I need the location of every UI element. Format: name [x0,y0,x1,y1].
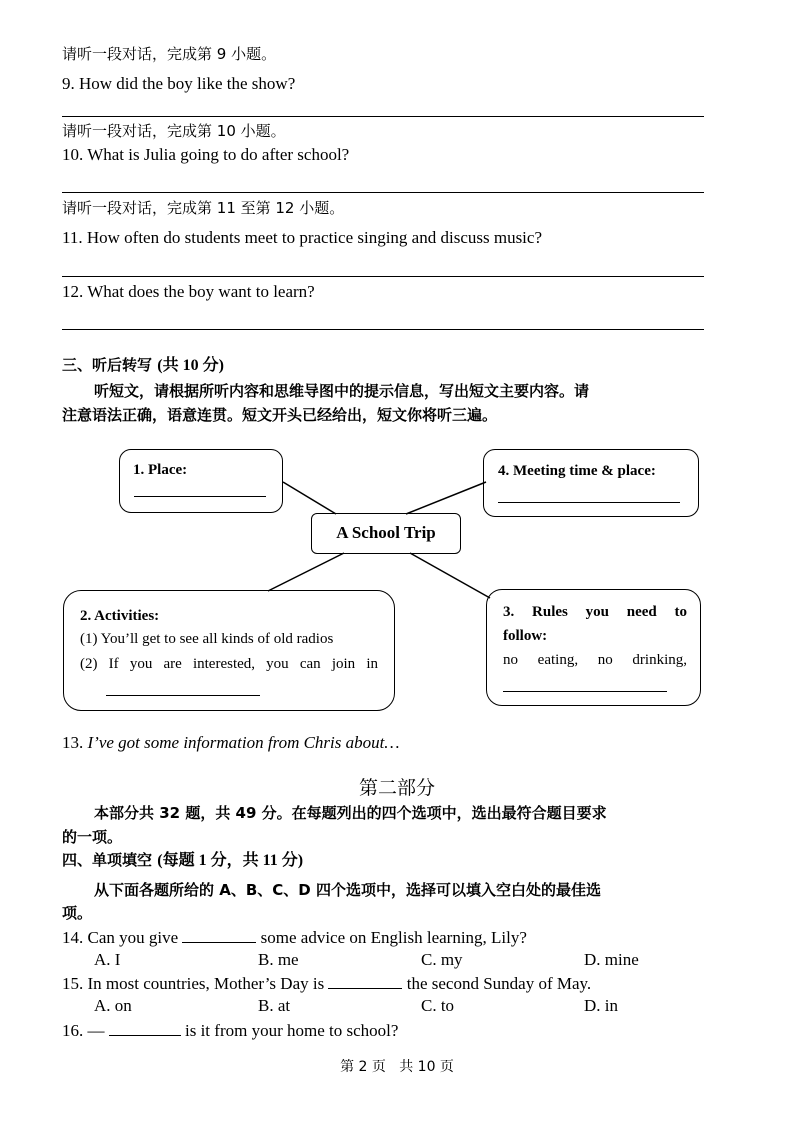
section3-instruction-line1: 听短文，请根据所听内容和思维导图中的提示信息，写出短文主要内容。请 [94,382,590,400]
question-14-stem-end: some advice on English learning, Lily? [260,928,527,947]
question-9: 9. How did the boy like the show? [62,74,296,93]
question-16 [62,1020,398,1041]
section4-score: (每题 1 分，共 11 分) [157,852,304,869]
part2-title: 第二部分 [358,777,435,799]
question-14-stem-start: 14. Can you give [62,928,179,947]
meeting-answer-line[interactable] [498,502,680,503]
question-14-option-b[interactable]: B. me [258,950,299,969]
mindmap-place-box [119,449,283,513]
question-14-option-d[interactable]: D. mine [584,950,639,969]
question-15-option-d[interactable]: D. in [584,996,618,1015]
question-13-text: I’ve got some information from Chris about… [87,733,400,752]
section4-instruction-line1: 从下面各题所给的 A、B、C、D 四个选项中，选择可以填入空白处的最佳选 [94,881,601,899]
part2-intro-line2: 的一项。 [62,828,123,846]
instruction-q9: 请听一段对话，完成第 9 小题。 [62,45,277,63]
section4-heading [62,850,303,871]
meeting-label: 4. Meeting time & place: [498,463,656,479]
question-14 [62,927,527,948]
page-footer: 第 2 页 共 10 页 [340,1059,454,1075]
question-15-stem-end: the second Sunday of May. [406,974,592,993]
question-16-stem-end: is it from your home to school? [185,1021,399,1040]
question-10: 10. What is Julia going to do after school? [62,145,350,164]
part2-intro-line1: 本部分共 32 题，共 49 分。在每题列出的四个选项中，选出最符合题目要求 [94,804,607,822]
mindmap-meeting-box [483,449,699,517]
mindmap-center-title: A School Trip [336,523,436,542]
question-11: 11. How often do students meet to practice singing and discuss music? [62,228,543,247]
instruction-q10: 请听一段对话，完成第 10 小题。 [62,122,286,140]
place-answer-line[interactable] [134,496,266,497]
question-16-blank[interactable] [109,1020,181,1036]
section4-instruction-line2: 项。 [62,904,93,922]
activities-label: 2. Activities: [80,608,160,624]
activities-answer-line[interactable] [106,695,260,696]
rules-label-line1: 3. Rules you need to [503,604,687,620]
section3-instruction-line2: 注意语法正确，语意连贯。短文开头已经给出，短文你将听三遍。 [62,406,498,424]
rules-text: no eating, no drinking, [503,652,687,668]
section3-score: (共 10 分) [157,357,224,374]
activity-item-2: (2) If you are interested, you can join in [80,656,378,672]
mindmap-center-box [311,513,461,554]
question-15-option-b[interactable]: B. at [258,996,291,1015]
question-15-option-a[interactable]: A. on [94,996,132,1015]
activity-item-1: (1) You’ll get to see all kinds of old radios [80,631,334,647]
question-16-stem-start: 16. — [62,1021,105,1040]
mindmap-activities-box [63,590,395,711]
question-14-blank[interactable] [182,927,256,943]
section3-title: 三、听后转写 [62,356,153,374]
rules-label-line2: follow: [503,628,548,644]
mindmap-rules-box [486,589,701,706]
question-15 [62,973,591,994]
question-15-blank[interactable] [328,973,402,989]
question-12: 12. What does the boy want to learn? [62,282,315,301]
question-14-option-c[interactable]: C. my [421,950,463,969]
section4-title: 四、单项填空 [62,851,153,869]
question-13-number: 13. [62,733,84,752]
question-15-option-c[interactable]: C. to [421,996,455,1015]
place-label: 1. Place: [133,462,188,478]
instruction-q11-12: 请听一段对话，完成第 11 至第 12 小题。 [62,199,345,217]
question-13 [62,733,399,753]
rules-answer-line[interactable] [503,691,667,692]
question-15-stem-start: 15. In most countries, Mother’s Day is [62,974,325,993]
question-14-option-a[interactable]: A. I [94,950,121,969]
